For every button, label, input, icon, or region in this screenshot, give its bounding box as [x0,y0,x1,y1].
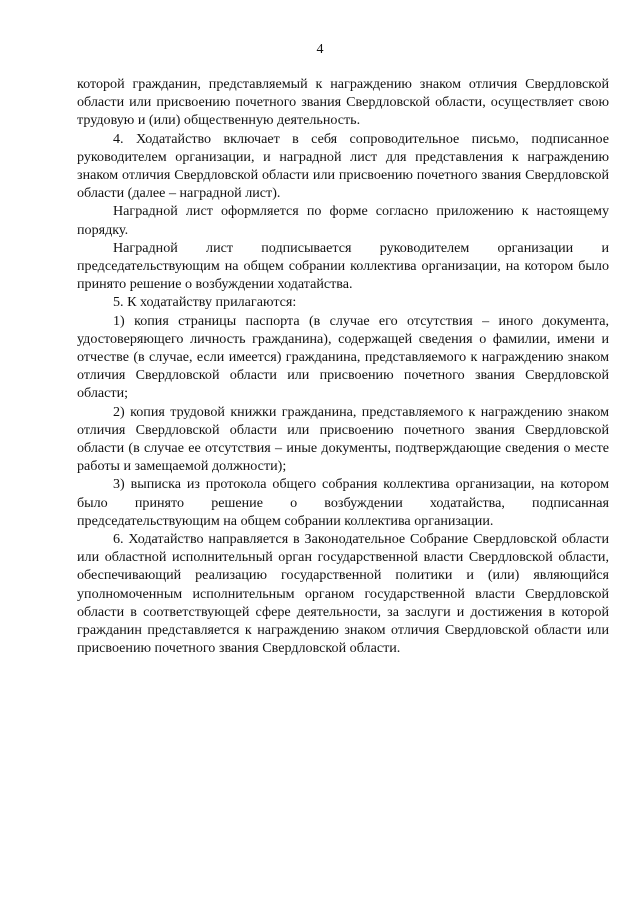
paragraph-award-signature: Наградной лист подписывается руководителем организации и председательствующим на общем собрании коллектива организации, на котором было принято решение о возбуждении ходатайства. [77,239,609,293]
paragraph-continuation: которой гражданин, представляемый к награждению знаком отличия Свердловской области или присвоению почетного звания Свердловской области, осуществляет свою трудовую и (или) общественную деятельность. [77,76,609,129]
paragraph-item-6: 6. Ходатайство направляется в Законодательное Собрание Свердловской области или областной исполнительный орган государственной власти Свердловской области, обеспечивающий реализацию государственной политики и (или) являющийся уполномоченным исполнительным органом государственной власти Свердловской области в соответствующей сфере деятельности, за заслуги и достижения в которой гражданин представляется к награждению знаком отличия Свердловской области или присвоению почетного звания Свердловской области. [77,531,609,657]
paragraph-item-4: 4. Ходатайство включает в себя сопроводительное письмо, подписанное руководителем организации, и наградной лист для представления к награждению знаком отличия Свердловской области или присвоению почетного звания Свердловской области (далее – наградной лист). [77,130,609,202]
document-body [77,75,609,658]
paragraph-subitem-1: 1) копия страницы паспорта (в случае его отсутствия – иного документа, удостоверяющего личность гражданина), содержащей сведения о фамилии, имени и отчестве (в случае, если имеется) гражданина, представляемого к награждению знаком отличия Свердловской области или присвоению почетного звания Свердловской области; [77,312,609,402]
paragraph-subitem-2: 2) копия трудовой книжки гражданина, представляемого к награждению знаком отличия Свердловской области или присвоению почетного звания Свердловской области (в случае ее отсутствия – иные документы, подтверждающие сведения о месте работы и замещаемой должности); [77,403,609,475]
paragraph-award-form: Наградной лист оформляется по форме согласно приложению к настоящему порядку. [77,203,609,238]
paragraph-subitem-3: 3) выписка из протокола общего собрания коллектива организации, на котором было принято решение о возбуждении ходатайства, подписанная председательствующим на общем собрании коллектива организации. [77,476,609,529]
page-number: 4 [316,42,324,57]
paragraph-item-5: 5. К ходатайству прилагаются: [113,294,297,311]
